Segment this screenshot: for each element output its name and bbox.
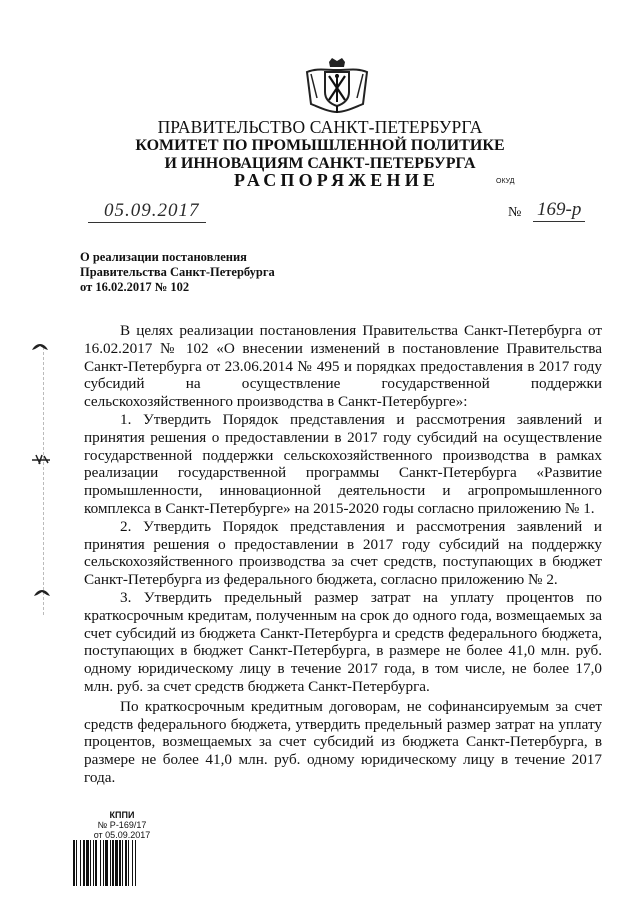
margin-punch-mark-icon [30, 452, 52, 466]
subject-line: О реализации постановления [80, 250, 247, 264]
body-paragraph: 2. Утвердить Порядок представления и рассмотрения заявлений и принятия решения о предоставлении в 2017 году субсидий на поддержку сельскохозяйственного производства за счет средств, поступающих в бюджет Санкт-Петербурга из федерального бюджета, согласно приложению № 2. [84, 517, 602, 589]
stamp-line: КППИ [109, 810, 135, 820]
stamp-line: № Р-169/17 [97, 820, 147, 830]
subject-line: от 16.02.2017 № 102 [80, 280, 190, 294]
barcode-icon [72, 840, 174, 886]
document-type: РАСПОРЯЖЕНИЕ [234, 170, 440, 190]
okud-label: ОКУД [496, 178, 515, 185]
committee-title-line2: И ИННОВАЦИЯМ САНКТ-ПЕТЕРБУРГА [164, 155, 476, 172]
number-label: № [508, 205, 522, 220]
document-number: 169-р [533, 199, 585, 222]
subject-line: Правительства Санкт-Петербурга [80, 265, 275, 279]
document-subject [80, 250, 340, 295]
margin-punch-mark-icon [30, 340, 50, 354]
margin-line [43, 347, 44, 615]
committee-title-line1: КОМИТЕТ ПО ПРОМЫШЛЕННОЙ ПОЛИТИКЕ [135, 137, 505, 154]
body-paragraph: По краткосрочным кредитным договорам, не софинансируемым за счет средств федерального бюджета, утвердить предельный размер затрат на уплату процентов, возмещаемых за счет субсидий из бюджета Санкт-Петербурга, в размере не более 41,0 млн. руб. одному юридическому лицу в течение 2017 года. [84, 697, 602, 786]
body-paragraph: В целях реализации постановления Правительства Санкт-Петербурга от 16.02.2017 № 102 «О внесении изменений в постановление Правительства Санкт-Петербурга от 23.06.2014 № 495 и порядках предоставления в 2017 году субсидий на осуществление государственной поддержки сельскохозяйственного производства в Санкт-Петербурге»: [84, 322, 602, 411]
registration-stamp [92, 810, 152, 840]
stamp-line: от 05.09.2017 [93, 830, 151, 840]
body-paragraph: 1. Утвердить Порядок представления и рассмотрения заявлений и принятия решения о предоставлении в 2017 году субсидий на осуществление государственной поддержки сельскохозяйственного производства в рамках реализации государственной программы Санкт-Петербурга «Развитие промышленности, инновационной деятельности и агропромышленного комплекса в Санкт-Петербурге» на 2015-2020 годы согласно приложению № 1. [84, 410, 602, 517]
government-title: ПРАВИТЕЛЬСТВО САНКТ-ПЕТЕРБУРГА [157, 117, 483, 137]
document-body [84, 322, 602, 787]
body-paragraph: 3. Утвердить предельный размер затрат на уплату процентов по краткосрочным кредитам, полученным на срок до одного года, возмещаемых за счет субсидий из бюджета Санкт-Петербурга и средств федерального бюджета, поступающих в бюджет Санкт-Петербурга, в размере не более 41,0 млн. руб. одному юридическому лицу в течение 2017 года, в том числе, не более 17,0 млн. руб. за счет средств бюджета Санкт-Петербурга. [84, 588, 602, 695]
margin-punch-mark-icon [32, 586, 52, 600]
document-date: 05.09.2017 [88, 200, 206, 223]
spb-coat-of-arms-icon [303, 58, 371, 114]
